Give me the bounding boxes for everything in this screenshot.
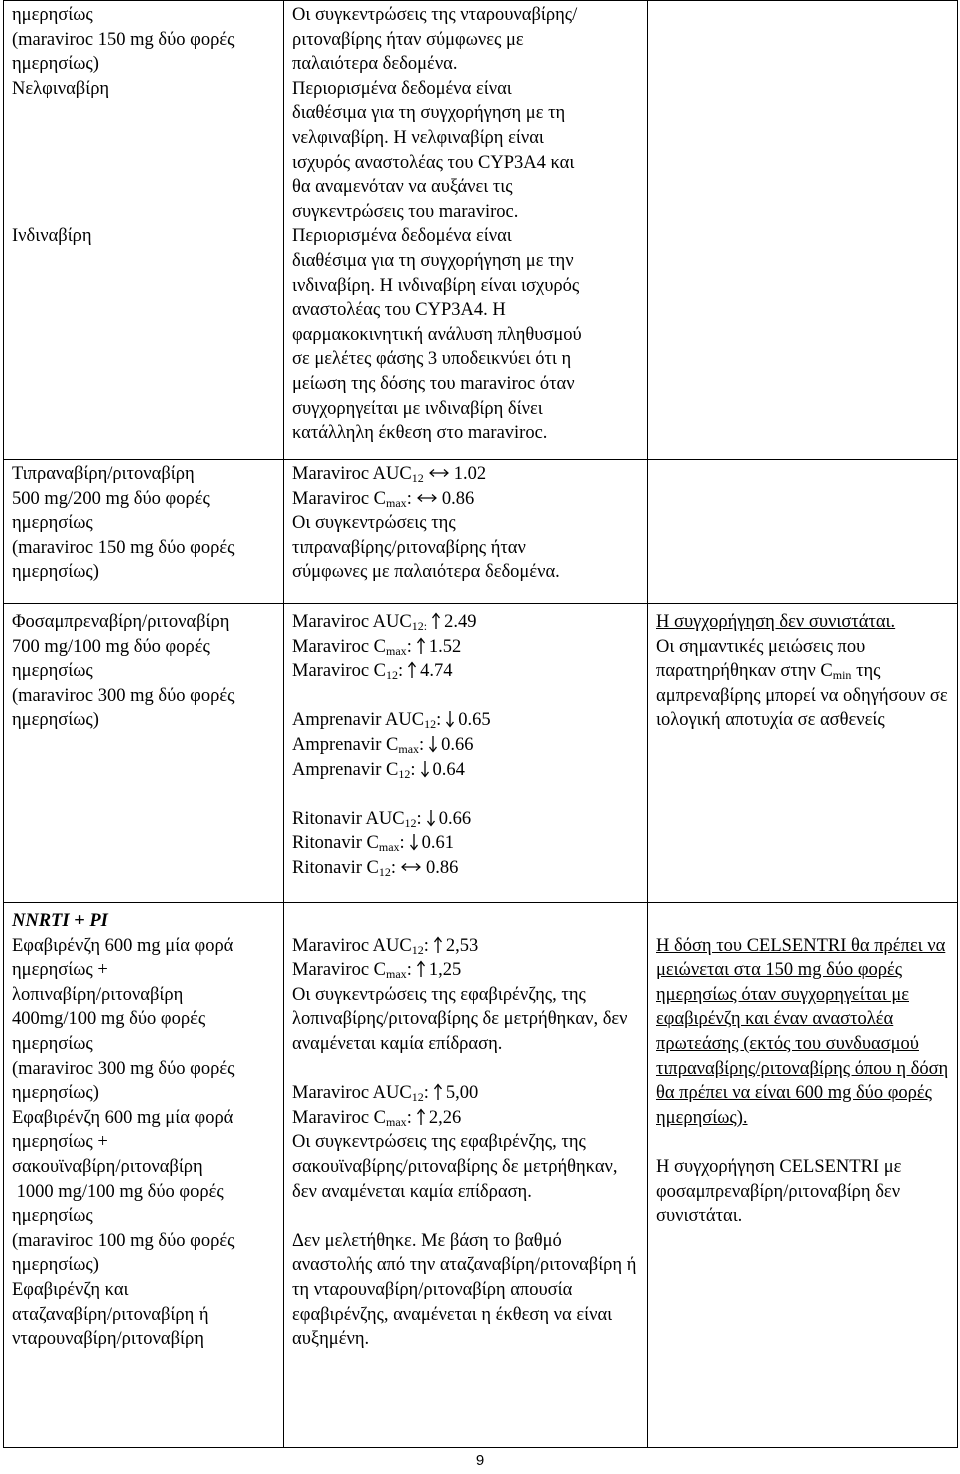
pk-line: Maraviroc $C_{12}$: 4.74: [292, 661, 453, 683]
cell-effect: [284, 460, 648, 604]
cell-line: ημερησίως: [12, 1206, 93, 1227]
cell-line: αταζαναβίρη/ριτοναβίρη ή: [12, 1304, 209, 1325]
pk-line: Maraviroc $AUC_{12}$: 2,53: [292, 935, 479, 957]
cell-line: Νελφιναβίρη: [12, 78, 110, 99]
cell-line: ημερησίως): [12, 1083, 99, 1104]
cell-line: ημερησίως +: [12, 1132, 108, 1153]
cell-recommendation: [648, 460, 958, 604]
increase-arrow-icon: [416, 960, 426, 978]
cell-line: Φοσαμπρεναβίρη/ριτοναβίρη: [12, 612, 230, 632]
pk-line: Amprenavir $C_{max}$: 0.66: [292, 734, 474, 756]
increase-arrow-icon: [433, 1083, 443, 1101]
cell-line: Εφαβιρένζη 600 mg μία φορά: [12, 935, 234, 956]
table-row: [4, 1, 958, 460]
cell-line: τιπραναβίρης/ριτοναβίρης ήταν: [292, 537, 526, 558]
cell-line: διαθέσιμα για τη συγχορήγηση με τη: [292, 103, 566, 124]
recommendation-text: Η δόση του CELSENTRI θα πρέπει να μειώνεται στα 150 mg δύο φορές ημερησίως όταν συγχορηγείται με εφαβιρένζη και έναν αναστολέα πρωτεάσης (εκτός του συνδυασμού τιπραναβίρης/ριτοναβίρης όπου η δόση θα πρέπει να είναι 600 mg δύο φορές ημερησίως).: [656, 935, 949, 1128]
pk-values: [292, 610, 641, 684]
cell-line: αναστολέας του CYP3A4. Η: [292, 300, 506, 321]
cell-line: Εφαβιρένζη και: [12, 1279, 129, 1300]
pk-line: Ritonavir $C_{max}$: 0.61: [292, 833, 455, 855]
cell-line: 700 mg/100 mg δύο φορές: [12, 636, 210, 657]
decrease-arrow-icon: [426, 809, 436, 827]
increase-arrow-icon: [416, 1108, 426, 1126]
pk-line: Maraviroc $AUC_{12}$: 5,00: [292, 1083, 479, 1105]
table-row: [4, 604, 958, 903]
table-row: [4, 460, 958, 604]
pk-values: [292, 1081, 641, 1130]
cell-line: ημερησίως +: [12, 960, 108, 981]
cell-line: ημερησίως: [12, 5, 93, 25]
cell-line: σύμφωνες με παλαιότερα δεδομένα.: [292, 562, 560, 583]
cell-line: Περιορισμένα δεδομένα είναι: [292, 78, 512, 99]
cell-recommendation: [648, 1, 958, 460]
pk-values: [292, 807, 641, 881]
cell-line: φαρμακοκινητική ανάλυση πληθυσμού: [292, 324, 582, 345]
cell-line: ημερησίως: [12, 661, 93, 682]
cell-line: Ινδιναβίρη: [12, 226, 92, 247]
increase-arrow-icon: [407, 661, 417, 679]
recommendation-title: Η συγχορήγηση δεν συνιστάται.: [656, 612, 896, 632]
cell-line: συγχορηγείται με ινδιναβίρη δίνει: [292, 398, 543, 419]
recommendation-text: Οι σημαντικές μειώσεις που παρατηρήθηκαν στην $C_{min}$ της αμπρεναβίρης μπορεί να οδηγήσουν σε ιολογική αποτυχία σε ασθενείς: [656, 636, 948, 731]
cell-recommendation: [648, 604, 958, 903]
cell-line: θα αναμενόταν να αυξάνει τις: [292, 177, 513, 198]
cell-line: ημερησίως): [12, 562, 99, 583]
increase-arrow-icon: [431, 612, 441, 630]
no-change-arrow-icon: [428, 467, 450, 479]
cell-medicine: [4, 1, 284, 460]
cell-line: Οι συγκεντρώσεις της νταρουναβίρης/: [292, 5, 578, 25]
cell-line: (maraviroc 300 mg δύο φορές: [12, 685, 235, 706]
cell-line: Εφαβιρένζη 600 mg μία φορά: [12, 1107, 234, 1128]
cell-medicine: [4, 604, 284, 903]
cell-line: ριτοναβίρης ήταν σύμφωνες με: [292, 29, 524, 50]
pk-line: Maraviroc $C_{max}$: 2,26: [292, 1107, 462, 1129]
decrease-arrow-icon: [409, 833, 419, 851]
cell-line: (maraviroc 300 mg δύο φορές: [12, 1058, 235, 1079]
cell-line: ημερησίως): [12, 710, 99, 731]
effect-text: Οι συγκεντρώσεις της εφαβιρένζης, της σακουϊναβίρης/ριτοναβίρης δε μετρήθηκαν, δεν αναμένεται καμία επίδραση.: [292, 1132, 618, 1202]
cell-line: λοπιναβίρη/ριτοναβίρη: [12, 984, 184, 1005]
cell-line: 500 mg/200 mg δύο φορές: [12, 488, 210, 509]
cell-line: κατάλληλη έκθεση στο maraviroc.: [292, 423, 548, 444]
cell-line: ημερησίως: [12, 1033, 93, 1054]
pk-line: Maraviroc $C_{max}$: 1.52: [292, 636, 462, 658]
increase-arrow-icon: [433, 936, 443, 954]
section-heading: NNRTI + PI: [12, 911, 108, 931]
decrease-arrow-icon: [445, 710, 455, 728]
cell-line: νταρουναβίρη/ριτοναβίρη: [12, 1329, 204, 1350]
pk-line: Amprenavir $AUC_{12}$: 0.65: [292, 710, 491, 732]
pk-line: Maraviroc $AUC_{12:}$ 2.49: [292, 612, 477, 633]
cell-line: παλαιότερα δεδομένα.: [292, 54, 458, 75]
cell-line: διαθέσιμα για τη συγχορήγηση με την: [292, 250, 574, 271]
no-change-arrow-icon: [400, 861, 422, 873]
cell-line: ημερησίως: [12, 513, 93, 534]
pk-line: Maraviroc $C_{max}$: 1,25: [292, 960, 462, 982]
cell-medicine: [4, 460, 284, 604]
pk-line: Amprenavir $C_{12}$: 0.64: [292, 759, 465, 781]
cell-line: συγκεντρώσεις του maraviroc.: [292, 201, 519, 222]
cell-line: 1000 mg/100 mg δύο φορές: [12, 1181, 224, 1202]
effect-text: Δεν μελετήθηκε. Με βάση το βαθμό αναστολής από την αταζαναβίρη/ριτοναβίρη ή τη νταρουναβίρη/ριτοναβίρη απουσία εφαβιρένζης, αναμένεται η έκθεση να είναι αυξημένη.: [292, 1230, 637, 1350]
cell-line: ινδιναβίρη. Η ινδιναβίρη είναι ισχυρός: [292, 275, 580, 296]
interaction-table: [3, 0, 958, 1448]
cell-medicine: [4, 903, 284, 1448]
pk-values: [292, 708, 641, 782]
cell-line: ημερησίως): [12, 54, 99, 75]
no-change-arrow-icon: [416, 492, 438, 504]
recommendation-text: Η συγχορήγηση CELSENTRI με φοσαμπρεναβίρη/ριτοναβίρη δεν συνιστάται.: [656, 1156, 902, 1227]
cell-line: (maraviroc 150 mg δύο φορές: [12, 29, 235, 50]
cell-line: σακουϊναβίρη/ριτοναβίρη: [12, 1156, 203, 1177]
pk-line: Maraviroc $AUC_{12}$ 1.02: [292, 464, 487, 485]
pk-values: [292, 462, 641, 511]
decrease-arrow-icon: [420, 760, 430, 778]
cell-effect: [284, 903, 648, 1448]
table-row: [4, 903, 958, 1448]
cell-line: ημερησίως): [12, 1255, 99, 1276]
cell-line: σε μελέτες φάσης 3 υποδεικνύει ότι η: [292, 349, 572, 370]
pk-line: Maraviroc $C_{max}$: 0.86: [292, 488, 475, 510]
cell-line: Περιορισμένα δεδομένα είναι: [292, 226, 512, 247]
effect-text: Οι συγκεντρώσεις της εφαβιρένζης, της λοπιναβίρης/ριτοναβίρης δε μετρήθηκαν, δεν αναμένεται καμία επίδραση.: [292, 984, 628, 1054]
page-number: 9: [475, 1452, 485, 1469]
cell-line: νελφιναβίρη. Η νελφιναβίρη είναι: [292, 127, 544, 148]
decrease-arrow-icon: [428, 735, 438, 753]
pk-line: Ritonavir $AUC_{12}$: 0.66: [292, 808, 472, 830]
pk-values: [292, 934, 641, 983]
cell-line: (maraviroc 100 mg δύο φορές: [12, 1230, 235, 1251]
increase-arrow-icon: [416, 637, 426, 655]
cell-effect: [284, 604, 648, 903]
pk-line: Ritonavir $C_{12}$: 0.86: [292, 857, 459, 879]
cell-line: (maraviroc 150 mg δύο φορές: [12, 537, 235, 558]
cell-line: Τιπραναβίρη/ριτοναβίρη: [12, 464, 195, 484]
cell-line: μείωση της δόσης του maraviroc όταν: [292, 373, 575, 394]
cell-line: Οι συγκεντρώσεις της: [292, 513, 456, 534]
cell-line: ισχυρός αναστολέας του CYP3A4 και: [292, 152, 575, 173]
cell-recommendation: [648, 903, 958, 1448]
cell-line: 400mg/100 mg δύο φορές: [12, 1009, 206, 1030]
cell-effect: [284, 1, 648, 460]
